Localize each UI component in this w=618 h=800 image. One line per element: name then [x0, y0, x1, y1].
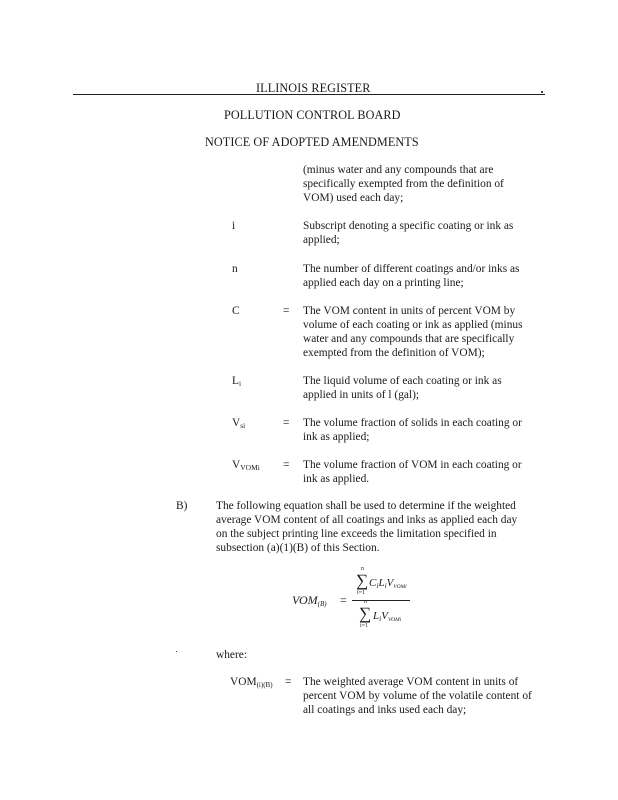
definition-symbol-li: $L_i$	[232, 375, 242, 388]
scan-speck	[541, 91, 543, 93]
definition-vvomi-line-2: ink as applied.	[303, 473, 370, 485]
definition-li-line-2: applied in units of l (gal);	[303, 389, 420, 401]
definition-vvomi-equals: =	[283, 459, 290, 471]
definition-vom-b-line-2: percent VOM by volume of the volatile content of	[303, 690, 532, 702]
definition-c-line-2: volume of each coating or ink as applied (minus	[303, 319, 523, 331]
denominator-terms: $L_iV_{VOMi}$	[373, 610, 402, 623]
denominator-sum-icon: ∑	[359, 604, 372, 623]
definition-symbol-vsi: $V_{si}$	[232, 417, 246, 430]
register-title: ILLINOIS REGISTER	[256, 81, 371, 95]
equation-equals: =	[340, 593, 347, 607]
definition-vsi-line-2: ink as applied;	[303, 431, 370, 443]
definition-c-line-3: water and any compounds that are specifically	[303, 333, 515, 345]
numerator-terms: $C_iL_iV_{VOMi}$	[369, 577, 407, 590]
definition-symbol-n: n	[232, 263, 238, 275]
where-label: where:	[216, 649, 247, 661]
definition-n-line-2: applied each day on a printing line;	[303, 277, 464, 289]
section-b-label: B)	[176, 500, 188, 512]
definition-c-equals: =	[283, 305, 290, 317]
numerator-sum-icon: ∑	[356, 571, 369, 590]
equation-lhs: $VOM_{(B)}$	[292, 593, 327, 608]
denominator-sum-upper: n	[364, 599, 367, 605]
board-title: POLLUTION CONTROL BOARD	[224, 108, 401, 122]
denominator-sum-lower: i=1	[360, 623, 369, 629]
definition-vvomi-line-1: The volume fraction of VOM in each coating or	[303, 459, 522, 471]
continuation-line-3: VOM) used each day;	[303, 192, 404, 204]
scan-speck-2	[176, 651, 177, 652]
definition-c-line-4: exempted from the definition of VOM);	[303, 347, 485, 359]
definition-vom-b-line-1: The weighted average VOM content in units of	[303, 676, 519, 688]
fraction-bar	[352, 600, 410, 601]
header-rule	[73, 94, 545, 95]
section-b-line-4: subsection (a)(1)(B) of this Section.	[216, 542, 380, 554]
definition-c-line-1: The VOM content in units of percent VOM by	[303, 305, 516, 317]
section-b-line-2: average VOM content of all coatings and inks as applied each day	[216, 514, 518, 526]
definition-vom-b-line-3: all coatings and inks used each day;	[303, 704, 467, 716]
continuation-line-2: specifically exempted from the definition of	[303, 178, 504, 190]
numerator-sum-upper: n	[361, 566, 364, 572]
definition-vsi-equals: =	[283, 417, 290, 429]
definition-i-line-2: applied;	[303, 234, 340, 246]
definition-symbol-c: C	[232, 305, 240, 317]
numerator-sum-lower: i=1	[357, 590, 366, 596]
notice-title: NOTICE OF ADOPTED AMENDMENTS	[205, 135, 419, 149]
definition-symbol-vvomi: $V_{VOMi}$	[232, 459, 260, 472]
definition-i-line-1: Subscript denoting a specific coating or ink as	[303, 220, 514, 232]
definition-vsi-line-1: The volume fraction of solids in each coating or	[303, 417, 522, 429]
section-b-line-1: The following equation shall be used to determine if the weighted	[216, 500, 516, 512]
definition-n-line-1: The number of different coatings and/or inks as	[303, 263, 520, 275]
definition-symbol-i: i	[232, 220, 236, 232]
definition-symbol-vom-b: $VOM_{(i)(B)}$	[230, 676, 273, 689]
continuation-line-1: (minus water and any compounds that are	[303, 164, 494, 176]
definition-li-line-1: The liquid volume of each coating or ink as	[303, 375, 502, 387]
definition-vom-b-equals: =	[285, 676, 292, 688]
section-b-line-3: on the subject printing line exceeds the limitation specified in	[216, 528, 497, 540]
